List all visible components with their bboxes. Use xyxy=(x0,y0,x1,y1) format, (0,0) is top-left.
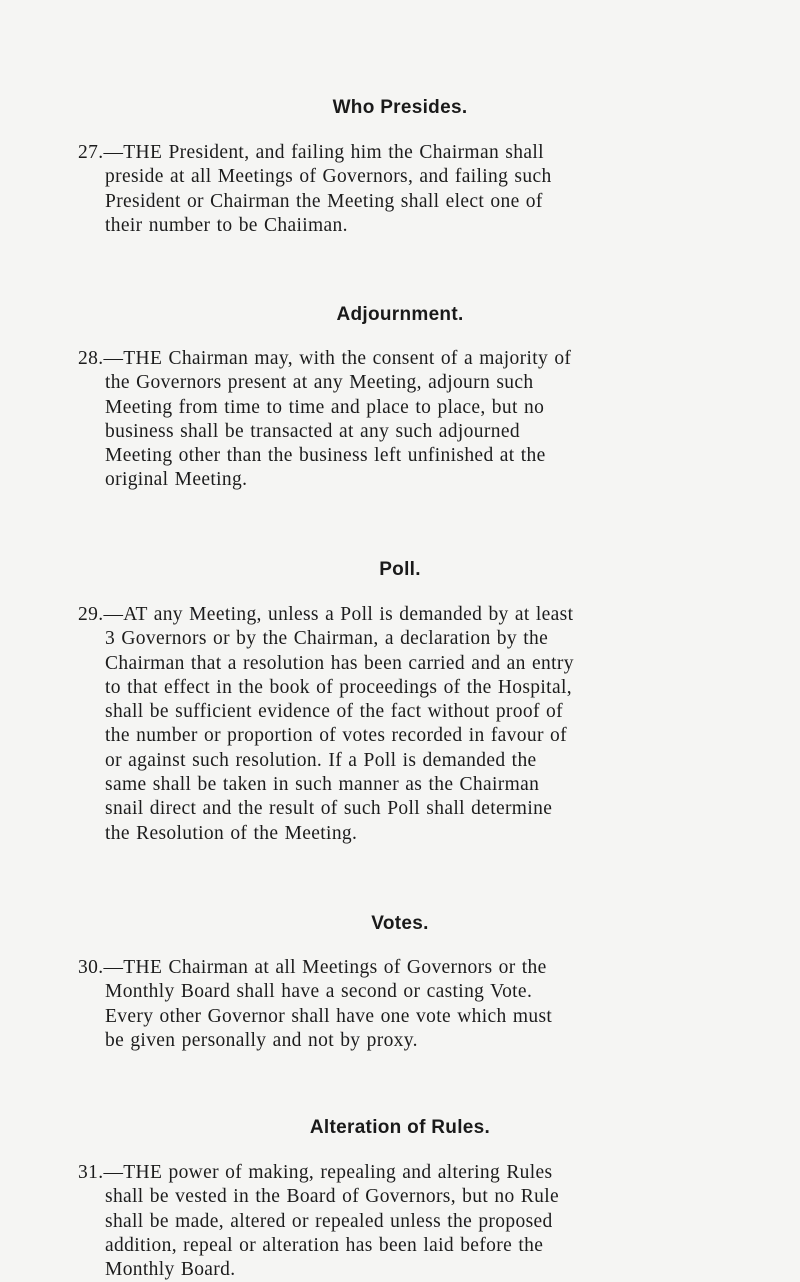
paragraph-line: their number to be Chaiiman. xyxy=(105,214,348,236)
rule-29-paragraph xyxy=(78,603,738,846)
paragraph-line: Meeting from time to time and place to place, but no xyxy=(105,396,545,418)
paragraph-line: shall be made, altered or repealed unless the proposed xyxy=(105,1210,553,1232)
paragraph-line: snail direct and the result of such Poll shall determine xyxy=(105,798,553,820)
section-heading-votes: Votes. xyxy=(371,913,429,934)
paragraph-line: or against such resolution. If a Poll is demanded the xyxy=(105,749,537,771)
rule-number: 28. xyxy=(78,348,104,369)
paragraph-line: to that effect in the book of proceedings of the Hospital, xyxy=(105,676,572,698)
section-heading-adjournment: Adjournment. xyxy=(336,304,464,325)
paragraph-line: Monthly Board shall have a second or casting Vote. xyxy=(105,981,533,1003)
paragraph-line: 29.—AT any Meeting, unless a Poll is demanded by at least xyxy=(78,604,574,625)
paragraph-line: 27.—THE President, and failing him the Chairman shall xyxy=(78,142,544,163)
rule-31-paragraph xyxy=(78,1161,738,1282)
section-heading-poll: Poll. xyxy=(379,559,421,580)
paragraph-line: the Governors present at any Meeting, adjourn such xyxy=(105,372,534,394)
paragraph-line: shall be vested in the Board of Governors, but no Rule xyxy=(105,1186,560,1208)
paragraph-line: Monthly Board. xyxy=(105,1259,236,1281)
rule-number: 29. xyxy=(78,604,104,625)
paragraph-line: President or Chairman the Meeting shall elect one of xyxy=(105,190,543,212)
rule-27-paragraph xyxy=(78,141,738,238)
paragraph-line: 28.—THE Chairman may, with the consent of a majority of xyxy=(78,348,572,369)
paragraph-line: Meeting other than the business left unfinished at the xyxy=(105,445,546,467)
rule-28-paragraph xyxy=(78,347,738,493)
paragraph-line: same shall be taken in such manner as the Chairman xyxy=(105,774,540,796)
paragraph-line: Chairman that a resolution has been carried and an entry xyxy=(105,652,574,674)
paragraph-line: 30.—THE Chairman at all Meetings of Governors or the xyxy=(78,957,547,978)
paragraph-line: 31.—THE power of making, repealing and altering Rules xyxy=(78,1162,553,1183)
section-heading-who-presides: Who Presides. xyxy=(332,97,468,118)
section-heading-alteration-of-rules: Alteration of Rules. xyxy=(309,1117,491,1138)
paragraph-line: addition, repeal or alteration has been laid before the xyxy=(105,1234,544,1256)
rule-30-paragraph xyxy=(78,956,738,1053)
paragraph-line: Every other Governor shall have one vote which must xyxy=(105,1005,553,1027)
paragraph-line: preside at all Meetings of Governors, and failing such xyxy=(105,166,552,188)
paragraph-line: 3 Governors or by the Chairman, a declaration by the xyxy=(105,628,549,650)
rule-number: 31. xyxy=(78,1162,104,1183)
paragraph-line: the number or proportion of votes recorded in favour of xyxy=(105,725,567,747)
rule-number: 30. xyxy=(78,957,104,978)
paragraph-line: shall be sufficient evidence of the fact without proof of xyxy=(105,701,563,723)
paragraph-line: business shall be transacted at any such adjourned xyxy=(105,420,520,442)
paragraph-line: the Resolution of the Meeting. xyxy=(105,822,358,844)
rule-number: 27. xyxy=(78,142,104,163)
paragraph-line: original Meeting. xyxy=(105,469,248,491)
paragraph-line: be given personally and not by proxy. xyxy=(105,1029,418,1051)
